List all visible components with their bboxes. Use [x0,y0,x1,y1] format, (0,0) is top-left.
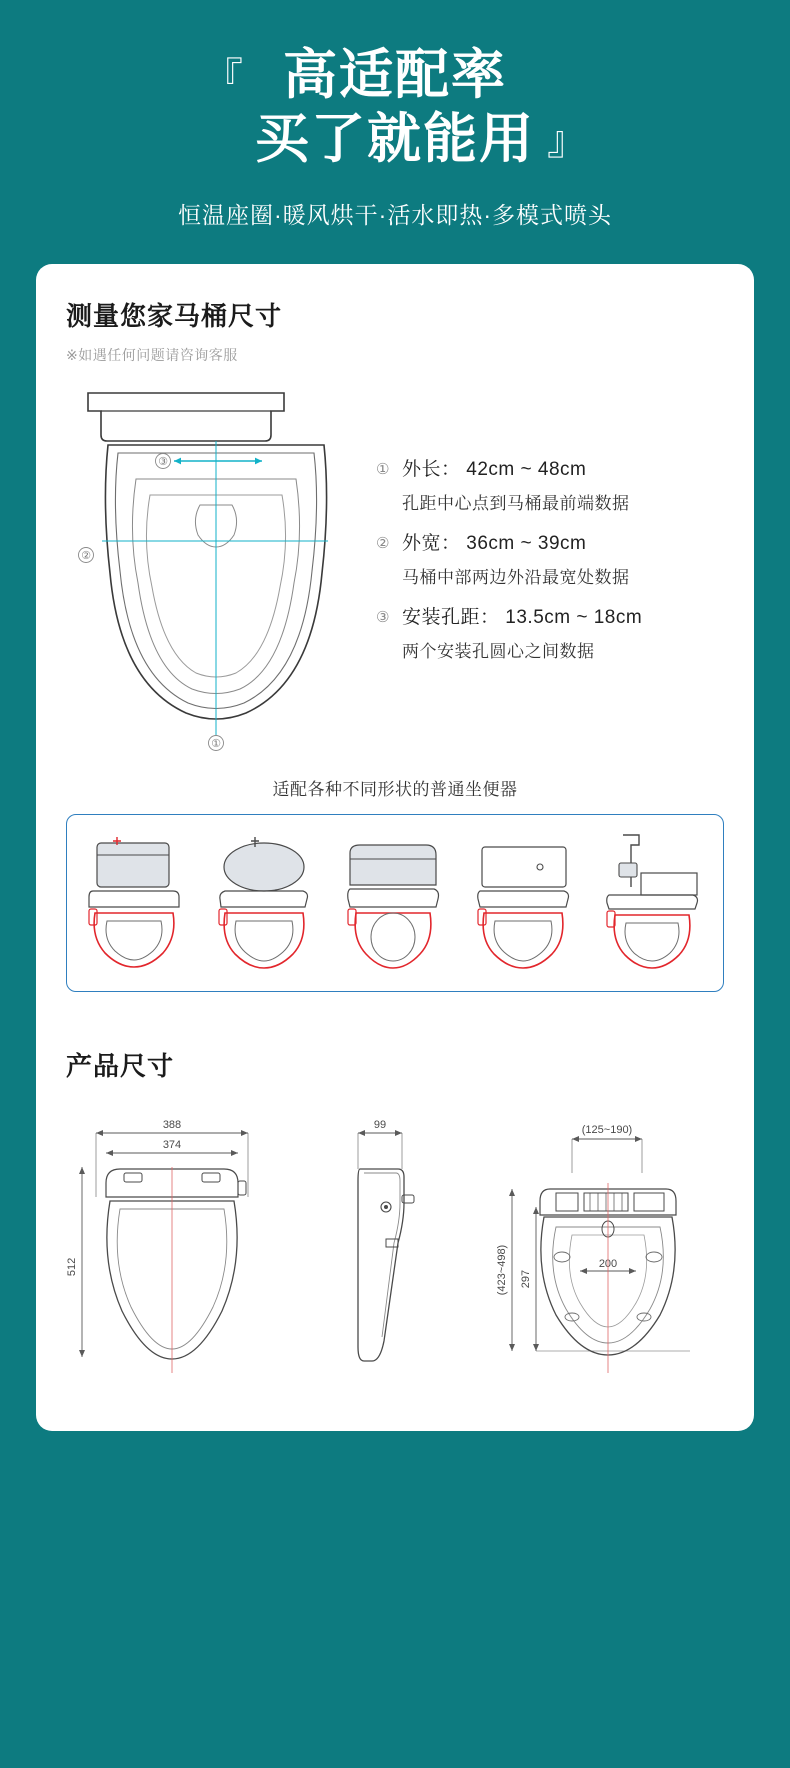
dimension-front-view [66,1111,281,1391]
toilet-shape-3-icon [334,829,452,979]
spec-desc-1: 孔距中心点到马桶最前端数据 [402,494,630,514]
diagram-mark-1: ① [211,738,221,751]
spec-item-3 [376,603,724,633]
diagram-mark-2: ② [81,550,91,563]
spec-number-3: ③ [376,609,390,627]
measure-block [66,383,724,763]
spec-main-2: 外宽： 36cm ~ 39cm [402,533,587,555]
shape-variant-1 [75,829,197,979]
front-height-label: 512 [66,1258,78,1277]
spec-item-1 [376,455,724,485]
spec-main-3: 安装孔距： 13.5cm ~ 18cm [402,607,643,629]
content-card [36,264,754,1431]
dimensions-row [66,1111,724,1391]
spec-item-2 [376,529,724,559]
toilet-shape-5-icon [593,829,711,979]
dimensions-section-title: 产品尺寸 [66,1051,175,1082]
measure-section-note: ※如遇任何问题请咨询客服 [66,347,238,364]
top-hole-span-label: (125~190) [581,1124,633,1137]
top-length-label: 297 [520,1270,532,1289]
hero-title-line-2: 买了就能用 [255,108,535,169]
dimension-side-view [328,1111,448,1391]
hero-title-wrap [197,44,593,171]
diagram-mark-3: ③ [158,456,168,469]
shape-variant-5 [593,829,715,979]
toilet-shape-1-icon [75,829,193,979]
shape-variant-4 [464,829,586,979]
toilet-measure-diagram [66,383,366,763]
dimension-top-view [494,1111,724,1391]
measure-section-title: 测量您家马桶尺寸 [66,301,283,332]
front-width-outer-label: 388 [162,1119,182,1132]
front-view-svg [66,1111,281,1391]
top-view-svg [494,1111,724,1391]
side-thickness-label: 99 [373,1119,386,1132]
toilet-shape-4-icon [464,829,582,979]
spec-number-1: ① [376,461,390,479]
toilet-shape-2-icon [205,829,323,979]
hero-subtitle: 恒温座圈·暖风烘干·活水即热·多模式喷头 [178,202,612,229]
shapes-caption: 适配各种不同形状的普通坐便器 [272,780,518,800]
toilet-top-view-svg [66,383,366,763]
spec-desc-2: 马桶中部两边外沿最宽处数据 [402,568,630,588]
front-width-inner-label: 374 [162,1139,182,1152]
close-quote-mark: 』 [547,119,587,164]
shape-variant-2 [205,829,327,979]
compatible-shapes-box [66,814,724,992]
spec-desc-3: 两个安装孔圆心之间数据 [402,642,595,662]
top-length-range-label: (423~498) [496,1245,508,1296]
side-view-svg [328,1111,448,1391]
top-inner-width-label: 200 [598,1258,618,1271]
spec-main-1: 外长： 42cm ~ 48cm [402,459,587,481]
hero-banner [0,0,790,252]
open-quote-mark: 『 [203,56,243,100]
hero-title-line-1: 高适配率 [283,45,507,105]
shape-variant-3 [334,829,456,979]
spec-number-2: ② [376,535,390,553]
spec-list [366,383,724,677]
